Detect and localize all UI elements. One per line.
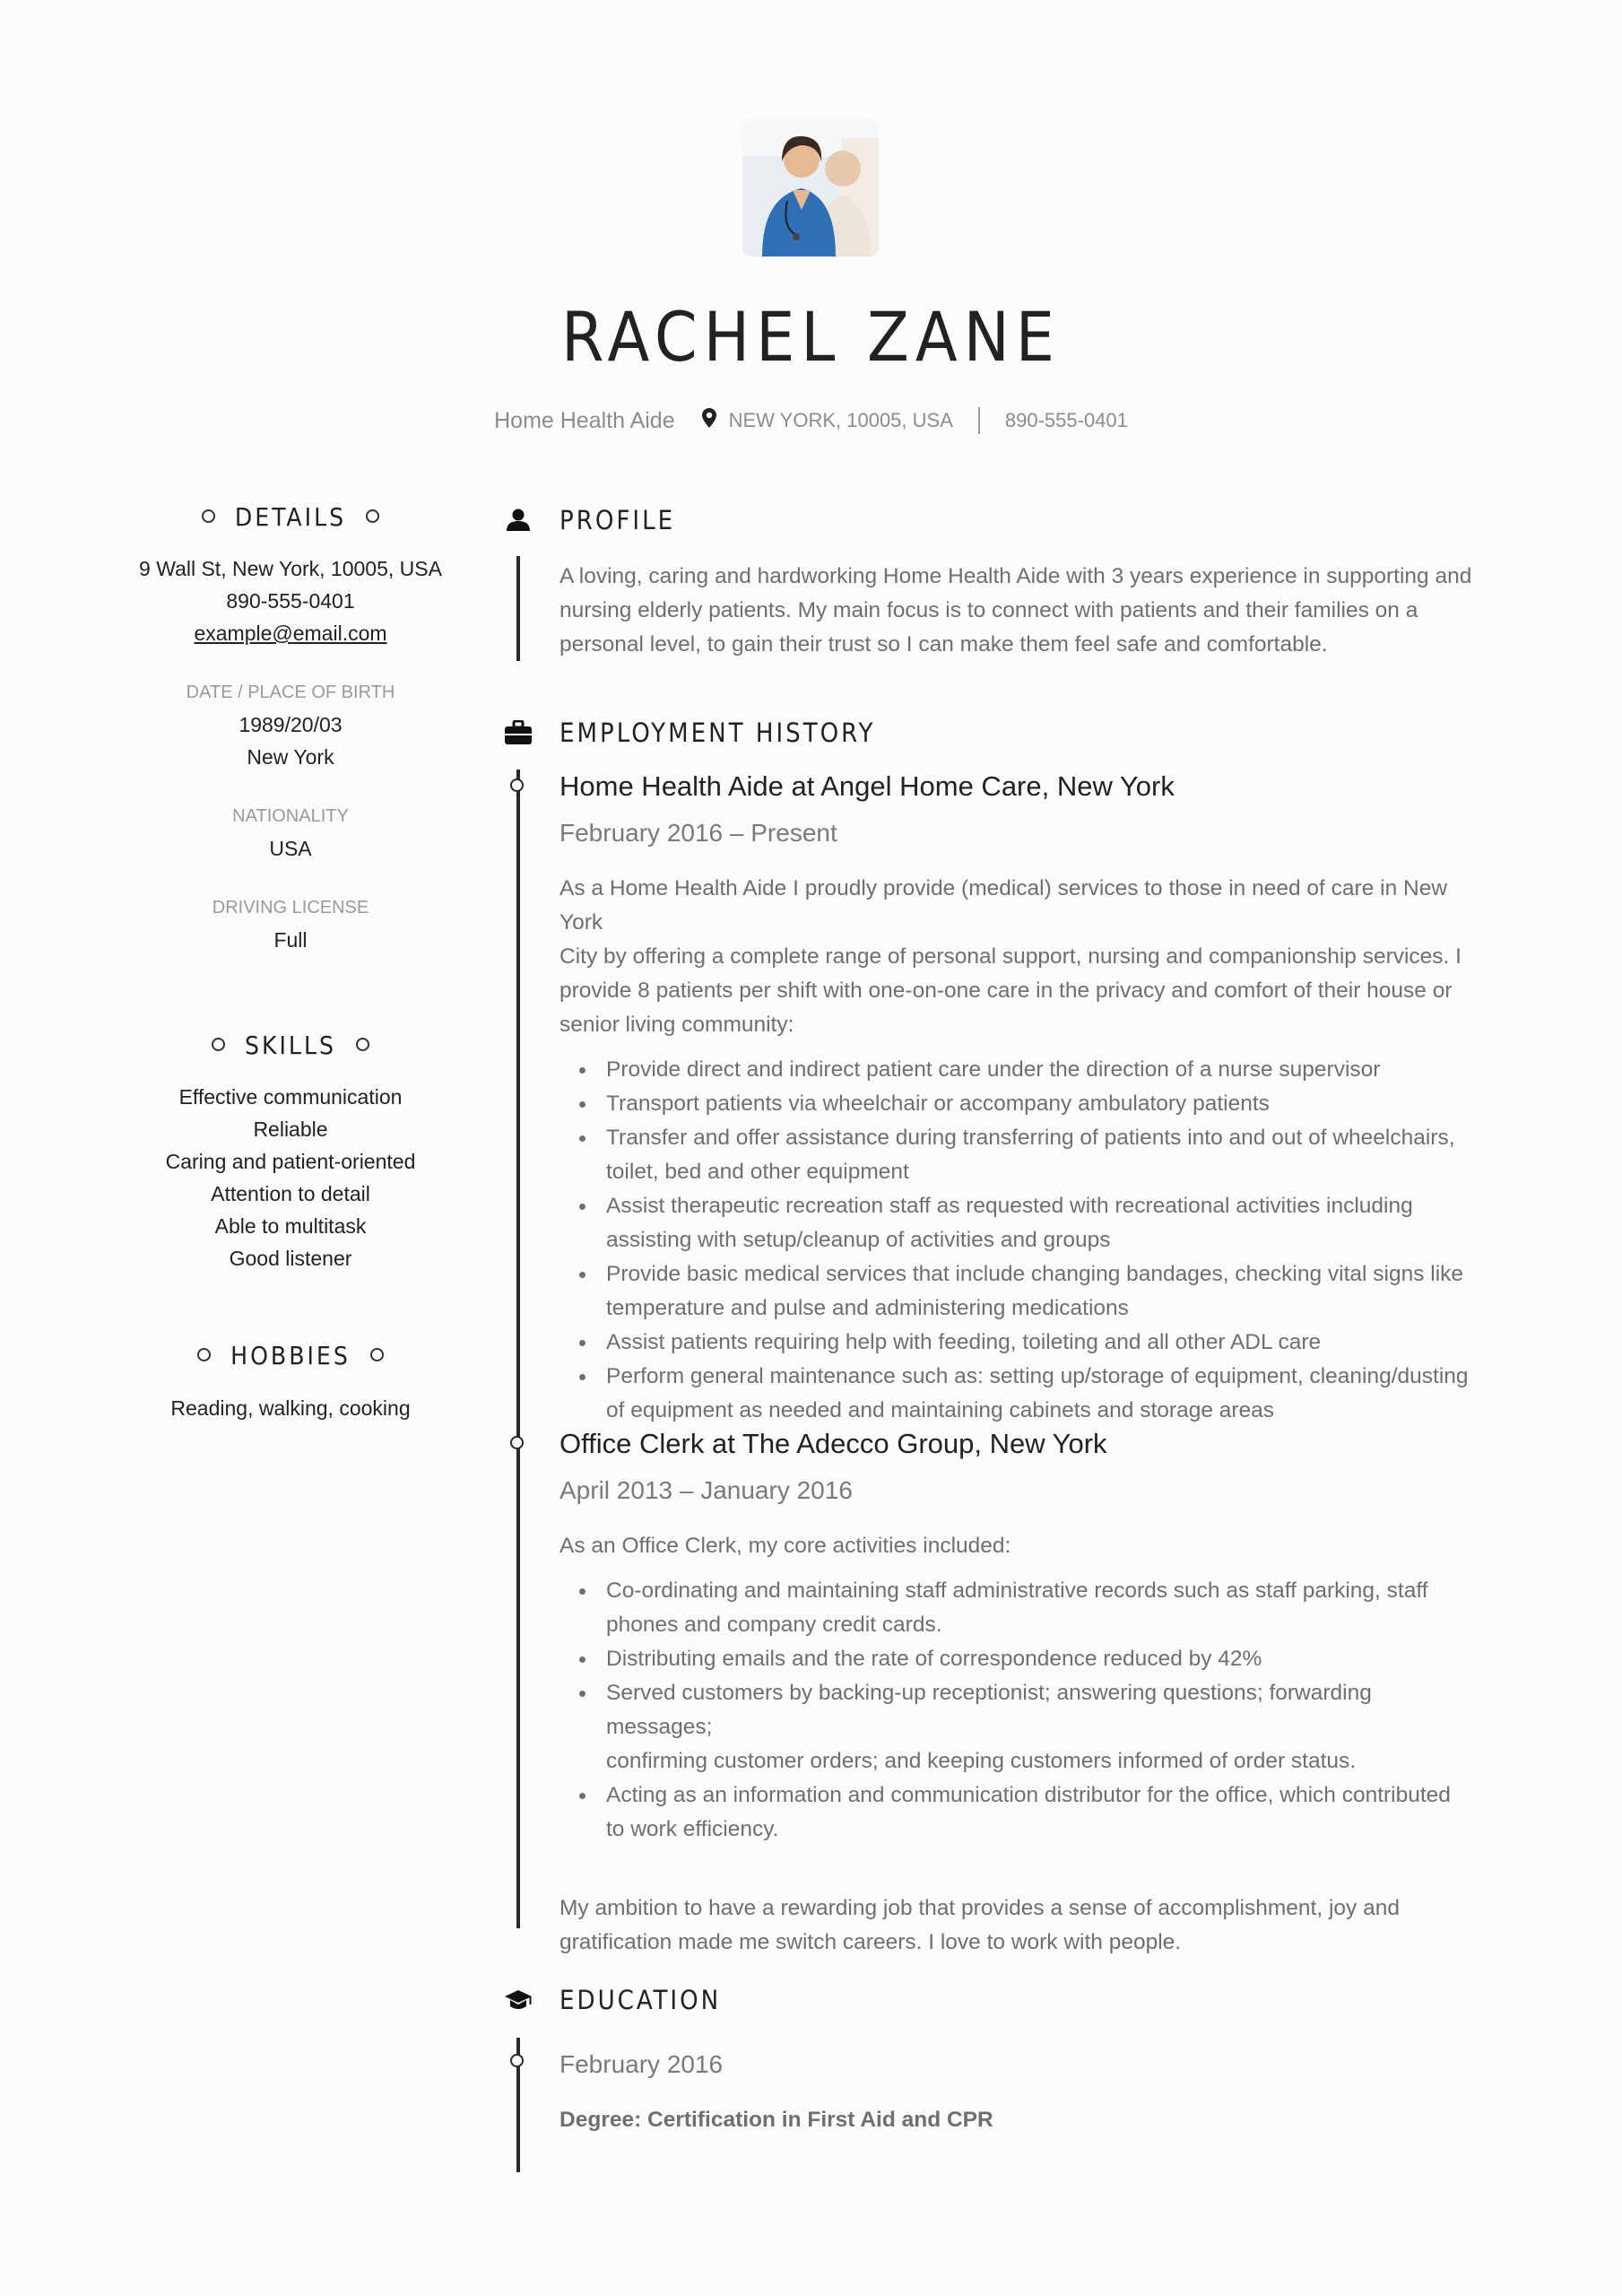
- job-outro-line: gratification made me switch careers. I love to work with people.: [559, 1930, 1182, 1954]
- list-item: Perform general maintenance such as: setting up/storage of equipment, cleaning/dusting of equipment as needed and maintaining cabinets and storage areas: [606, 1360, 1483, 1428]
- ring-icon: [202, 509, 215, 523]
- list-item: Transport patients via wheelchair or accompany ambulatory patients: [606, 1087, 1483, 1121]
- profile-line: nursing elderly patients. My main focus is to connect with patients and their families on a: [559, 598, 1418, 622]
- ring-icon: [370, 1348, 384, 1361]
- details-address: 9 Wall St, New York, 10005, USA: [139, 557, 442, 580]
- hobbies-heading: HOBBIES: [117, 1338, 464, 1374]
- skill-item: Caring and patient-oriented: [165, 1150, 416, 1173]
- briefcase-icon: [500, 715, 536, 751]
- employment-timeline: [516, 770, 520, 1928]
- birth-place: New York: [247, 745, 334, 769]
- profile-timeline: [516, 556, 520, 661]
- timeline-node: [510, 1436, 524, 1449]
- graduation-cap-icon: [500, 1982, 536, 2018]
- birth-date: 1989/20/03: [239, 713, 343, 736]
- skill-item: Good listener: [229, 1247, 352, 1270]
- education-date: February 2016: [559, 2050, 724, 2078]
- profile-heading: PROFILE: [559, 505, 676, 535]
- header-job-title: Home Health Aide: [494, 408, 675, 433]
- education-heading: EDUCATION: [559, 1985, 722, 2015]
- profile-line: A loving, caring and hardworking Home Health Aide with 3 years experience in supporting and: [559, 564, 1472, 588]
- timeline-node: [510, 778, 524, 792]
- ring-icon: [356, 1038, 369, 1051]
- job-description: [559, 872, 1483, 1428]
- ring-icon: [197, 1348, 211, 1361]
- hobbies-text: Reading, walking, cooking: [170, 1396, 411, 1420]
- job-title: Office Clerk at The Adecco Group, New York: [559, 1428, 1107, 1459]
- list-item: Served customers by backing-up receptionist; answering questions; forwarding messages; confirming customer orders; and keeping customers informed of order status.: [606, 1676, 1483, 1779]
- license-value: Full: [273, 928, 308, 952]
- birth-label: DATE / PLACE OF BIRTH: [186, 683, 395, 702]
- job-title: Home Health Aide at Angel Home Care, New York: [559, 770, 1175, 802]
- education-degree: Degree: Certification in First Aid and CPR: [559, 2108, 993, 2132]
- nationality-label: NATIONALITY: [232, 806, 349, 826]
- skill-item: Effective communication: [178, 1085, 403, 1109]
- job-intro-line: As a Home Health Aide I proudly provide (medical) services to those in need of care in New York: [559, 876, 1448, 935]
- ring-icon: [366, 509, 379, 523]
- job-intro-line: City by offering a complete range of personal support, nursing and companionship services. I: [559, 944, 1462, 969]
- ring-icon: [212, 1038, 225, 1051]
- list-item: Provide basic medical services that include changing bandages, checking vital signs like temperature and pulse and administering medications: [606, 1257, 1483, 1326]
- person-icon: [500, 502, 536, 538]
- job-duties-list: [559, 1053, 1483, 1428]
- job-dates: February 2016 – Present: [559, 819, 837, 847]
- timeline-node: [510, 2054, 524, 2067]
- details-email-link[interactable]: example@email.com: [194, 622, 387, 645]
- details-phone: 890-555-0401: [226, 589, 355, 613]
- list-item: Acting as an information and communication distributor for the office, which contributed to work efficiency.: [606, 1779, 1483, 1847]
- map-pin-icon: [702, 405, 716, 436]
- candidate-name: RACHEL ZANE: [561, 297, 1061, 377]
- job-outro-line: My ambition to have a rewarding job that provides a sense of accomplishment, joy and: [559, 1896, 1400, 1920]
- job-dates: April 2013 – January 2016: [559, 1476, 853, 1504]
- job-intro-line: senior living community:: [559, 1013, 794, 1037]
- profile-line: personal level, to gain their trust so I can make them feel safe and comfortable.: [559, 632, 1328, 657]
- profile-photo: [742, 120, 879, 257]
- list-item: Transfer and offer assistance during transferring of patients into and out of wheelchairs, toilet, bed and other equipment: [606, 1121, 1483, 1189]
- employment-heading: EMPLOYMENT HISTORY: [559, 718, 876, 748]
- details-block: [117, 552, 464, 956]
- profile-summary: [559, 560, 1483, 662]
- list-item: Assist therapeutic recreation staff as requested with recreational activities including assisting with setup/cleanup of activities and groups: [606, 1189, 1483, 1257]
- details-heading: DETAILS: [117, 500, 464, 535]
- list-item: Co-ordinating and maintaining staff administrative records such as staff parking, staff phones and company credit cards.: [606, 1574, 1483, 1642]
- skills-heading: SKILLS: [117, 1028, 464, 1064]
- header-contact-line: [0, 405, 1622, 436]
- list-item: Provide direct and indirect patient care under the direction of a nurse supervisor: [606, 1053, 1483, 1087]
- job-intro-line: As an Office Clerk, my core activities included:: [559, 1534, 1011, 1558]
- job-description: [559, 1529, 1483, 1960]
- skill-item: Attention to detail: [211, 1182, 370, 1205]
- license-label: DRIVING LICENSE: [212, 898, 369, 918]
- header-phone: 890-555-0401: [1004, 409, 1128, 431]
- job-intro-line: provide 8 patients per shift with one-on-one care in the privacy and comfort of their house or: [559, 978, 1453, 1003]
- list-item: Assist patients requiring help with feeding, toileting and all other ADL care: [606, 1326, 1483, 1360]
- nationality-value: USA: [269, 837, 312, 860]
- skill-item: Able to multitask: [214, 1214, 367, 1238]
- header-location: NEW YORK, 10005, USA: [728, 409, 953, 431]
- header-divider: [978, 407, 980, 434]
- skills-list: [117, 1081, 464, 1274]
- job-outro: [559, 1892, 1483, 1960]
- skill-item: Reliable: [253, 1118, 328, 1141]
- hobbies-block: [117, 1392, 464, 1424]
- job-duties-list: [559, 1574, 1483, 1847]
- list-item: Distributing emails and the rate of correspondence reduced by 42%: [606, 1642, 1483, 1676]
